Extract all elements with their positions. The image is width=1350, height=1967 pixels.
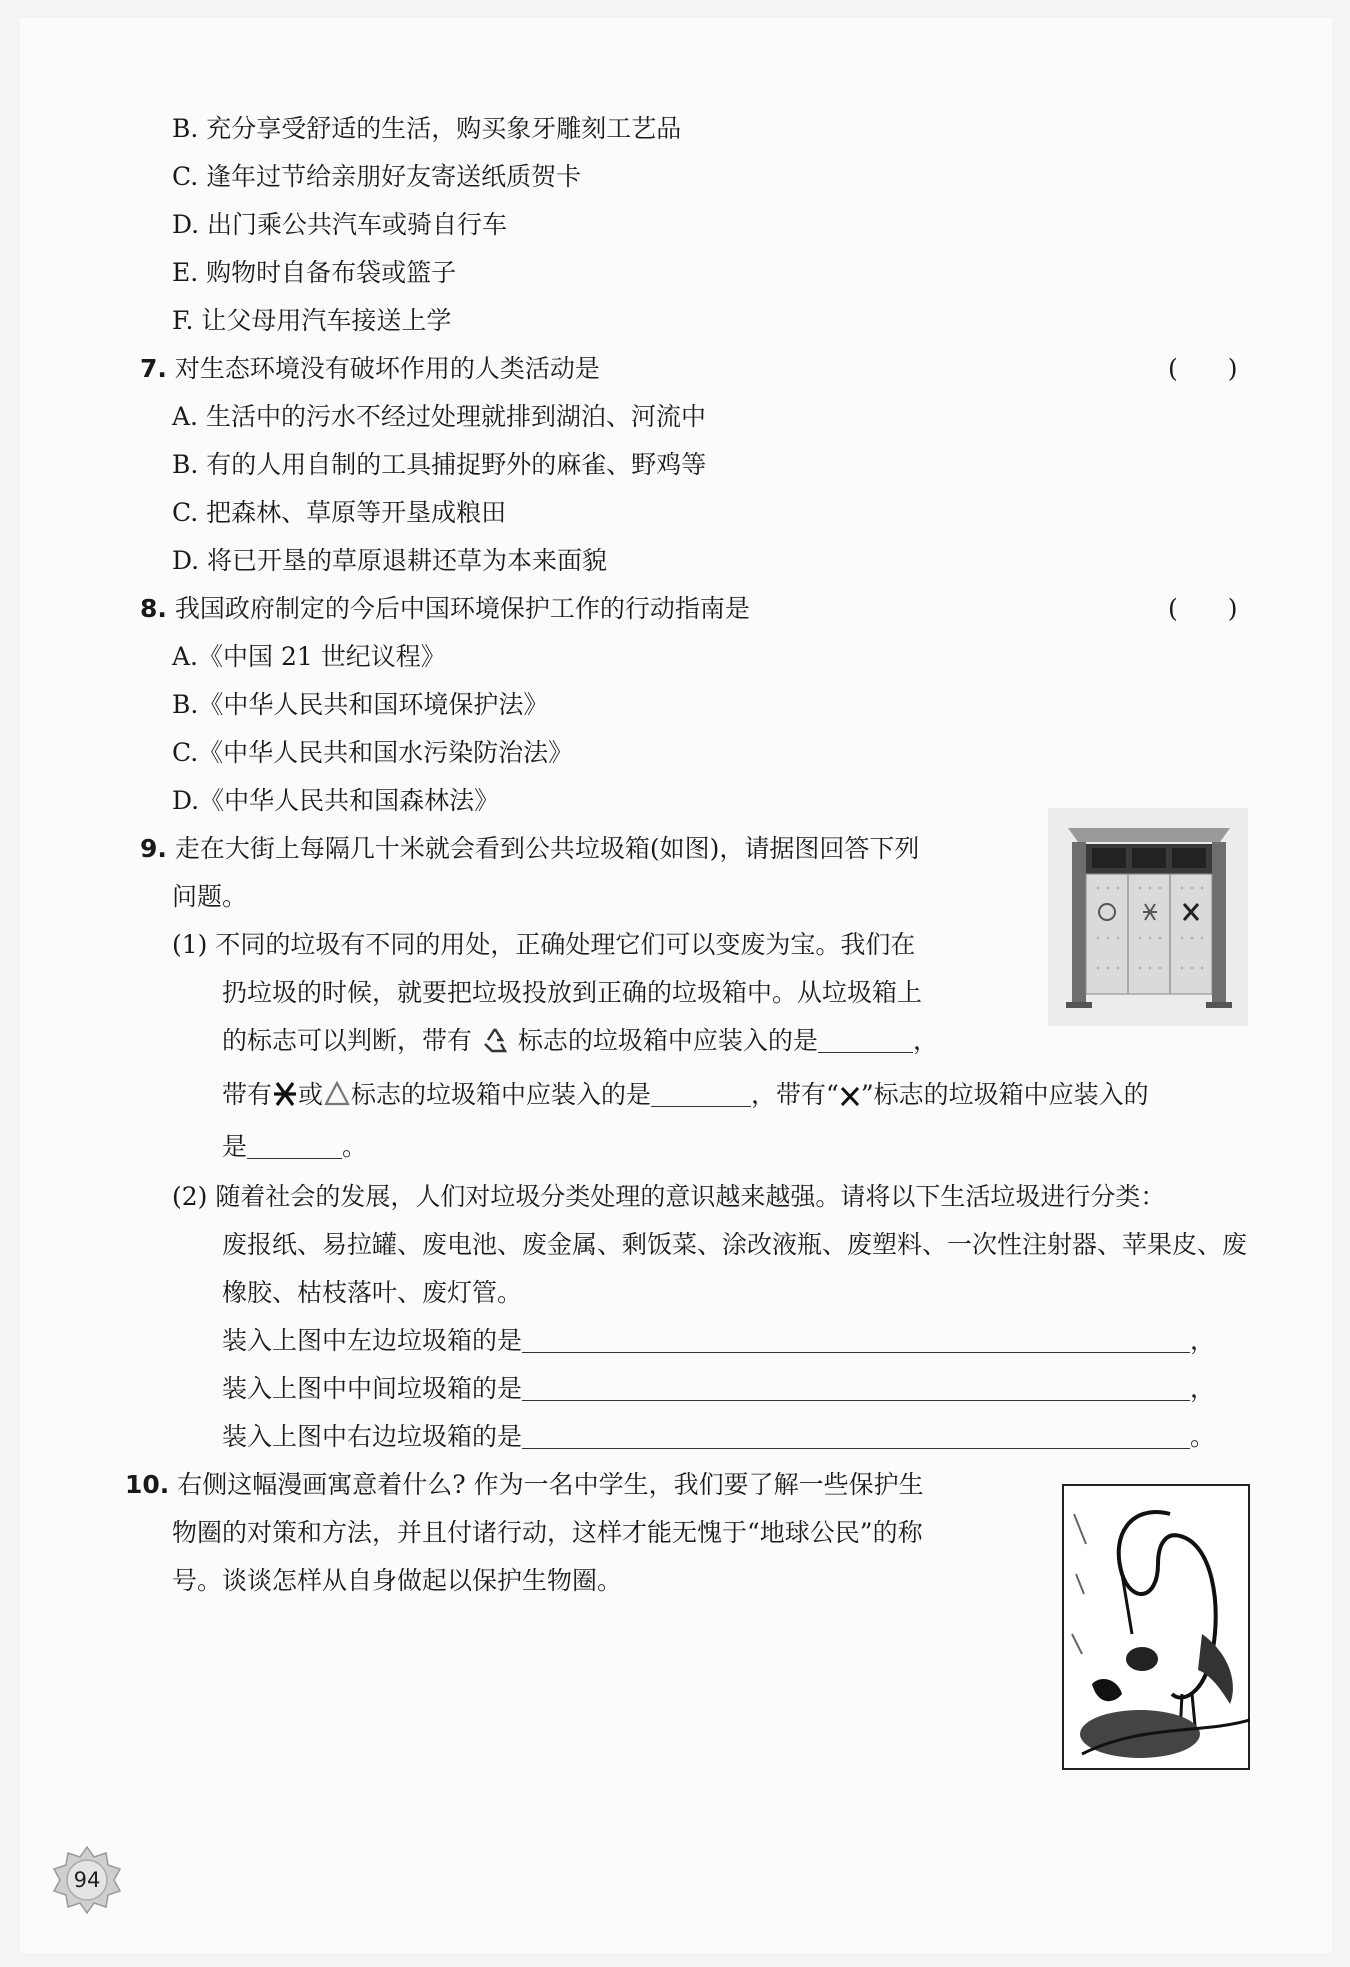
q10-line-1	[125, 1468, 924, 1502]
q9-fill-left-comma: ，	[1190, 1326, 1216, 1355]
q9-p1-l4-text-c: ，带有“	[751, 1080, 839, 1109]
q9-number: 9.	[140, 834, 167, 863]
q8-answer-paren[interactable]: ( )	[1168, 594, 1238, 623]
q8-option-a: A.《中国 21 世纪议程》	[172, 642, 446, 671]
q9-fill-middle-line	[222, 1372, 1215, 1406]
triangle-symbol-icon	[323, 1080, 351, 1108]
q9-stem-line-1	[140, 832, 919, 866]
q8-stem-line	[140, 592, 750, 626]
q9-p2-line-2: 废报纸、易拉罐、废电池、废金属、剩饭菜、涂改液瓶、废塑料、一次性注射器、苹果皮、废	[222, 1230, 1248, 1259]
q9-blank-other[interactable]	[247, 1132, 342, 1159]
q9-p1-l3-text-b: 标志的垃圾箱中应装入的是	[517, 1026, 818, 1055]
q6-option-b: B. 充分享受舒适的生活，购买象牙雕刻工艺品	[172, 114, 682, 143]
q9-fill-middle-label: 装入上图中中间垃圾箱的是	[222, 1374, 523, 1403]
q9-p1-line-2: 扔垃圾的时候，就要把垃圾投放到正确的垃圾箱中。从垃圾箱上	[222, 978, 923, 1007]
q9-fill-right-line	[222, 1420, 1215, 1454]
q10-text-1: 右侧这幅漫画寓意着什么? 作为一名中学生，我们要了解一些保护生	[177, 1470, 924, 1499]
q7-option-b: B. 有的人用自制的工具捕捉野外的麻雀、野鸡等	[172, 450, 707, 479]
q9-p1-line-4	[222, 1078, 1149, 1112]
q9-stem-line-2: 问题。	[172, 882, 248, 911]
q9-p2-line-3: 橡胶、枯枝落叶、废灯管。	[222, 1278, 523, 1307]
q9-blank-recyclable[interactable]	[818, 1026, 913, 1053]
q9-blank-kitchen[interactable]	[651, 1080, 751, 1107]
q6-option-f: F. 让父母用汽车接送上学	[172, 306, 452, 335]
q10-line-2: 物圈的对策和方法，并且付诸行动，这样才能无愧于“地球公民”的称	[172, 1518, 923, 1547]
recycle-icon	[480, 1026, 510, 1054]
bird-cartoon-figure	[1062, 1484, 1250, 1770]
q8-stem: 我国政府制定的今后中国环境保护工作的行动指南是	[174, 594, 750, 623]
q9-comma: ，	[912, 1026, 938, 1055]
q8-number: 8.	[140, 594, 167, 623]
q9-blank-middle-bin[interactable]	[522, 1374, 1190, 1401]
q9-p1-line-5	[222, 1130, 367, 1164]
q9-p1-l5-text: 是	[222, 1132, 248, 1161]
q9-p1-l3-text-a: 的标志可以判断，带有	[222, 1026, 473, 1055]
q9-blank-right-bin[interactable]	[522, 1422, 1190, 1449]
q9-p1-line-1: (1) 不同的垃圾有不同的用处，正确处理它们可以变废为宝。我们在	[172, 930, 916, 959]
cross-symbol-icon	[839, 1084, 861, 1108]
q9-p2-line-1: (2) 随着社会的发展，人们对垃圾分类处理的意识越来越强。请将以下生活垃圾进行分类：	[172, 1182, 1166, 1211]
q6-option-e: E. 购物时自备布袋或篮子	[172, 258, 457, 287]
q7-stem: 对生态环境没有破坏作用的人类活动是	[174, 354, 600, 383]
q10-number: 10.	[125, 1470, 170, 1499]
q7-answer-paren[interactable]: ( )	[1168, 354, 1238, 383]
q9-fill-right-label: 装入上图中右边垃圾箱的是	[222, 1422, 523, 1451]
q7-number: 7.	[140, 354, 167, 383]
q8-option-b: B.《中华人民共和国环境保护法》	[172, 690, 549, 719]
q9-p1-l4-text-b: 标志的垃圾箱中应装入的是	[351, 1080, 652, 1109]
q10-line-3: 号。谈谈怎样从自身做起以保护生物圈。	[172, 1566, 623, 1595]
q6-option-d: D. 出门乘公共汽车或骑自行车	[172, 210, 508, 239]
q7-option-d: D. 将已开垦的草原退耕还草为本来面貌	[172, 546, 608, 575]
q8-option-c: C.《中华人民共和国水污染防治法》	[172, 738, 574, 767]
q6-option-c: C. 逢年过节给亲朋好友寄送纸质贺卡	[172, 162, 582, 191]
q9-fill-middle-comma: ，	[1190, 1374, 1216, 1403]
q9-p1-l4-text-a: 带有	[222, 1080, 273, 1109]
q9-blank-left-bin[interactable]	[522, 1326, 1190, 1353]
q9-period: 。	[342, 1132, 368, 1161]
q7-stem-line	[140, 352, 600, 386]
page-number-badge	[52, 1845, 122, 1915]
asterisk-symbol-icon	[272, 1080, 298, 1108]
q9-fill-left-line	[222, 1324, 1215, 1358]
q9-p1-line-3	[222, 1024, 938, 1058]
trash-bin-figure	[1048, 808, 1248, 1026]
q7-option-c: C. 把森林、草原等开垦成粮田	[172, 498, 507, 527]
page-number: 94	[73, 1868, 101, 1892]
q9-p1-l4-text-d: ”标志的垃圾箱中应装入的	[860, 1080, 1149, 1109]
q9-stem-1: 走在大街上每隔几十米就会看到公共垃圾箱(如图)，请据图回答下列	[174, 834, 920, 863]
q9-fill-left-label: 装入上图中左边垃圾箱的是	[222, 1326, 523, 1355]
q9-p1-l4-or: 或	[298, 1080, 324, 1109]
q8-option-d: D.《中华人民共和国森林法》	[172, 786, 500, 815]
q9-fill-right-period: 。	[1190, 1422, 1216, 1451]
q7-option-a: A. 生活中的污水不经过处理就排到湖泊、河流中	[172, 402, 706, 431]
